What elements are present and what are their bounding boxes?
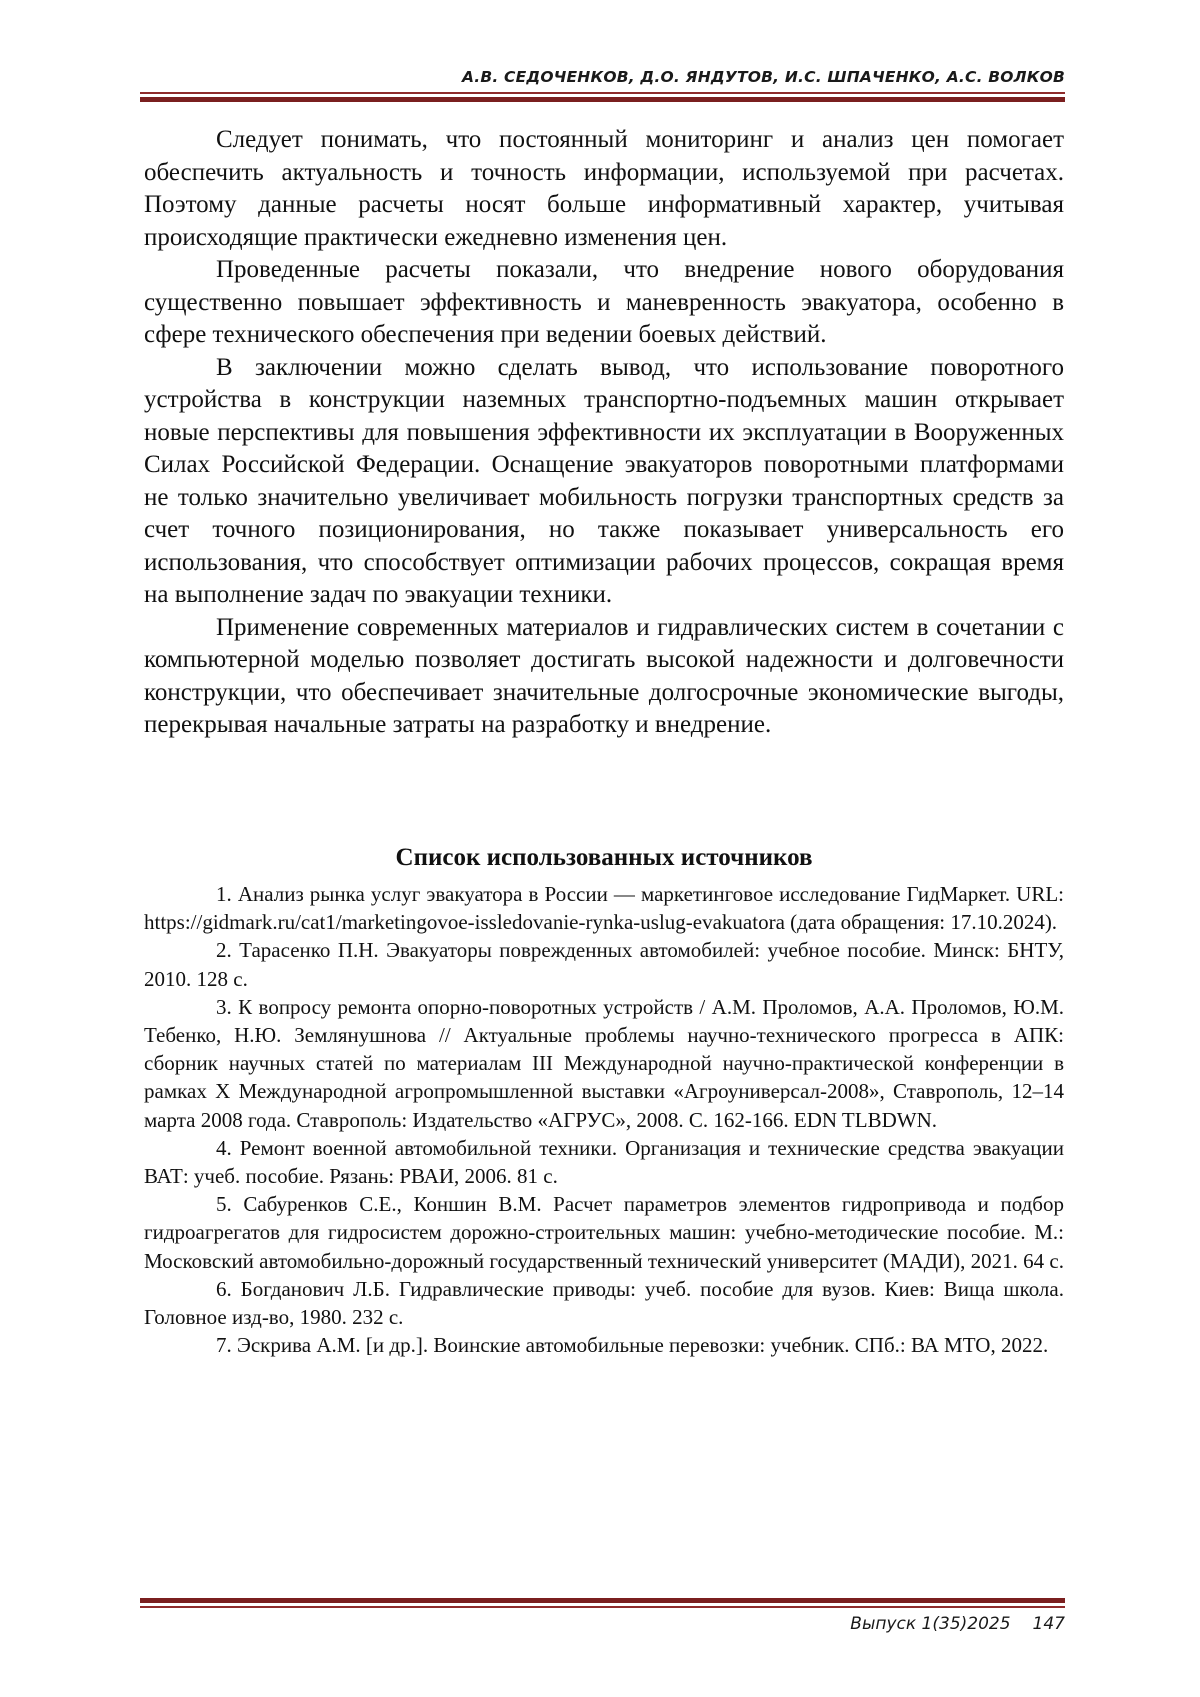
- issue-label: Выпуск 1(35)2025: [850, 1614, 1011, 1634]
- reference-item: 2. Тарасенко П.Н. Эвакуаторы поврежденных автомобилей: учебное пособие. Минск: БНТУ, 2010. 128 с.: [144, 938, 1064, 991]
- running-header-authors: А.В. СЕДОЧЕНКОВ, Д.О. ЯНДУТОВ, И.С. ШПАЧЕНКО, А.С. ВОЛКОВ: [462, 68, 1065, 86]
- body-paragraph: Применение современных материалов и гидравлических систем в сочетании с компьютерной моделью позволяет достигать высокой надежности и долговечности конструкции, что обеспечивает значительные долгосрочные экономические выгоды, перекрывая начальные затраты на разработку и внедрение.: [144, 613, 1064, 738]
- body-paragraph: Проведенные расчеты показали, что внедрение нового оборудования существенно повышает эффективность и маневренность эвакуатора, особенно в сфере технического обеспечения при ведении боевых действий.: [144, 256, 1064, 348]
- reference-item: 7. Эскрива А.М. [и др.]. Воинские автомобильные перевозки: учебник. СПб.: ВА МТО, 2022.: [216, 1333, 1049, 1358]
- running-footer: [140, 1614, 1065, 1634]
- body-paragraph: В заключении можно сделать вывод, что использование поворотного устройства в конструкции наземных транспортно-подъемных машин открывает новые перспективы для повышения эффективности их эксплуатации в Вооруженных Силах Российской Федерации. Оснащение эвакуаторов поворотными платформами не только значительно увеличивает мобильность погрузки транспортных средств за счет точного позиционирования, но также показывает универсальность его использования, что способствует оптимизации рабочих процессов, сокращая время на выполнение задач по эвакуации техники.: [144, 353, 1064, 608]
- page-number: 147: [1032, 1614, 1065, 1634]
- reference-item: 6. Богданович Л.Б. Гидравлические приводы: учеб. пособие для вузов. Киев: Вища школа. Головное изд-во, 1980. 232 с.: [144, 1276, 1064, 1330]
- footer-rule-thick: [140, 1598, 1065, 1603]
- footer-rule-thin: [140, 1606, 1065, 1608]
- reference-item: 1. Анализ рынка услуг эвакуатора в России — маркетинговое исследование ГидМаркет. URL: https://gidmark.ru/cat1/marketingovoe-issledovanie-rynka-uslug-evakuatora (дата обращения: 17.10.2024).: [144, 882, 1064, 935]
- reference-item: 5. Сабуренков С.Е., Коншин В.М. Расчет параметров элементов гидропривода и подбор гидроагрегатов для гидросистем дорожно-строительных машин: учебно-методические пособие. М.: Московский автомобильно-дорожный государственный технический университет (МАДИ), 2021. 64 с.: [144, 1192, 1064, 1273]
- article-body: [144, 124, 1064, 742]
- header-rule-thin: [140, 92, 1065, 94]
- body-paragraph: Следует понимать, что постоянный мониторинг и анализ цен помогает обеспечить актуальность и точность информации, используемой при расчетах. Поэтому данные расчеты носят больше информативный характер, учитывая происходящие практически ежедневно изменения цен.: [144, 126, 1064, 251]
- references-list: [144, 880, 1064, 1359]
- reference-item: 4. Ремонт военной автомобильной техники. Организация и технические средства эвакуации ВАТ: учеб. пособие. Рязань: РВАИ, 2006. 81 с.: [144, 1135, 1064, 1189]
- references-title: Список использованных источников: [395, 844, 813, 871]
- header-rule-thick: [140, 97, 1065, 102]
- reference-item: 3. К вопросу ремонта опорно-поворотных устройств / А.М. Проломов, А.А. Проломов, Ю.М. Тебенко, Н.Ю. Землянушнова // Актуальные проблемы научно-технического прогресса в АПК: сборник научных статей по материалам III Международной научно-практической конференции в рамках X Международной агропромышленной выставки «Агроуниверсал-2008», Ставрополь, 12–14 марта 2008 года. Ставрополь: Издательство «АГРУС», 2008. С. 162-166. EDN TLBDWN.: [144, 994, 1064, 1132]
